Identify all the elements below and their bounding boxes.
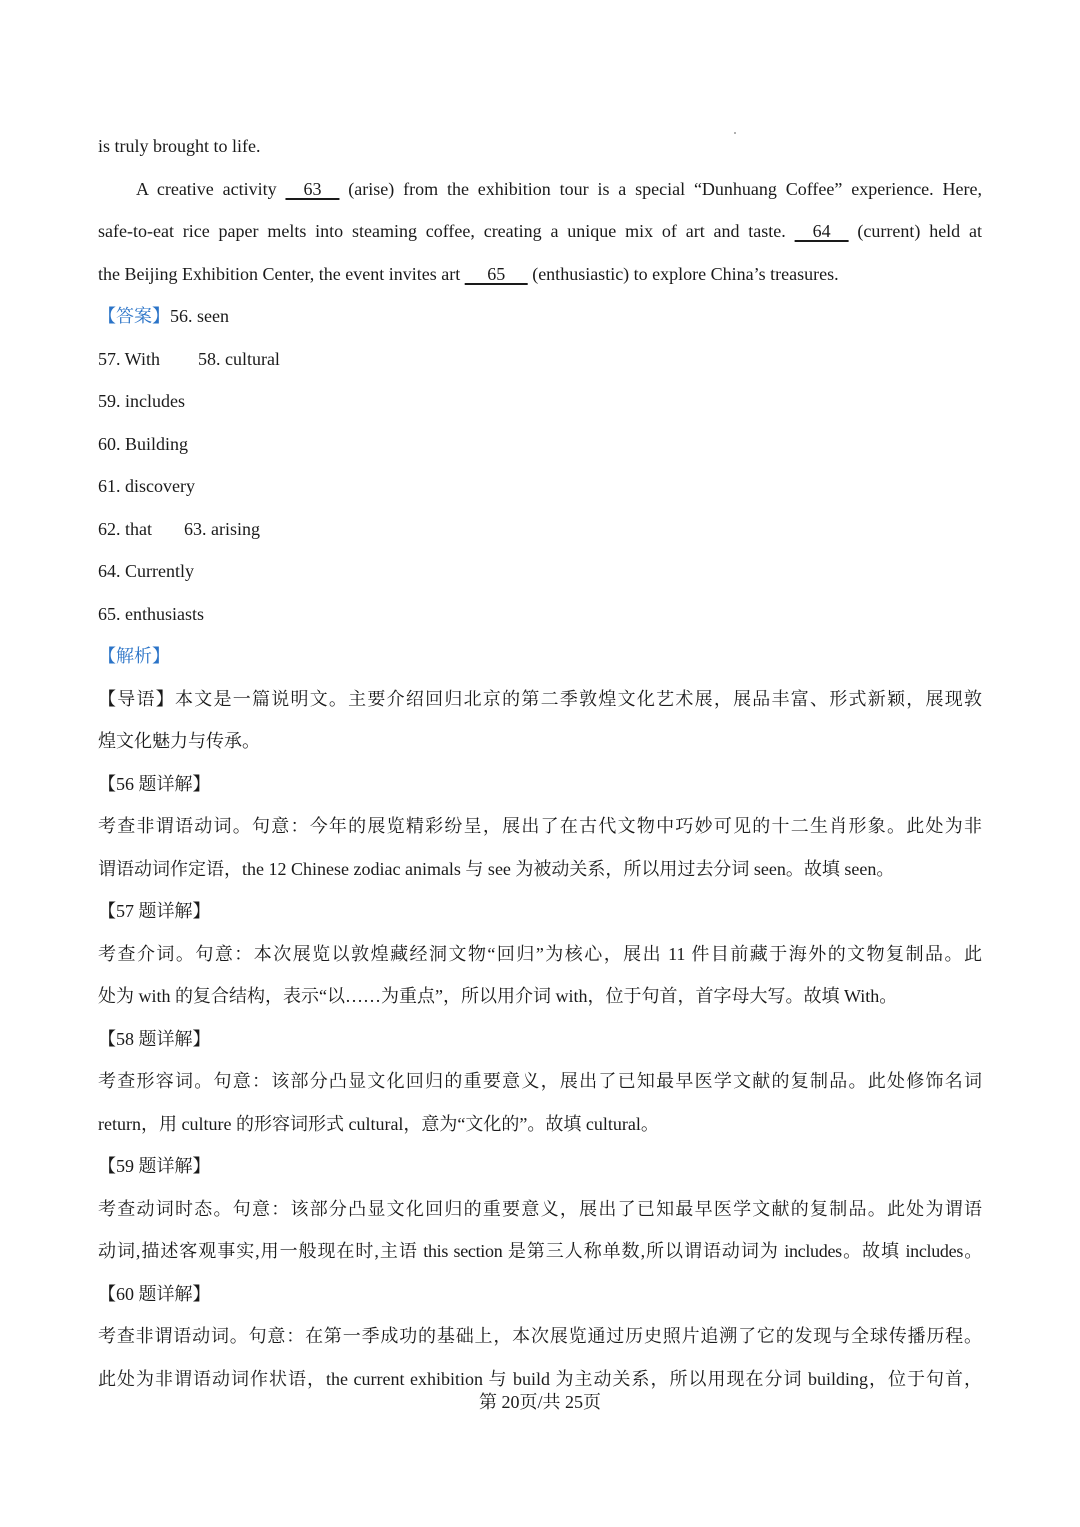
q57-line: 处为 with 的复合结构，表示“以……为重点”，所以用介词 with，位于句首，首字母大写。故填 With。 bbox=[98, 986, 898, 1006]
q59-title: 【59 题详解】 bbox=[98, 1156, 211, 1176]
answer-row bbox=[98, 338, 982, 381]
answer-57: 57. With bbox=[98, 348, 160, 369]
answer-61: 61. discovery bbox=[98, 476, 195, 496]
blank-65: 65 bbox=[464, 263, 528, 284]
answer-58: 58. cultural bbox=[197, 348, 280, 369]
answers-label: 【答案】 bbox=[98, 306, 170, 326]
answers-header bbox=[98, 295, 982, 338]
answer-59: 59. includes bbox=[98, 391, 185, 411]
q58-title: 【58 题详解】 bbox=[98, 1028, 211, 1049]
q58-line: 考查形容词。句意：该部分凸显文化回归的重要意义，展出了已知最早医学文献的复制品。此处修饰名词 bbox=[98, 1071, 982, 1091]
q56-line: 考查非谓语动词。句意：今年的展览精彩纷呈，展出了在古代文物中巧妙可见的十二生肖形象。此处为非 bbox=[98, 816, 982, 836]
answer-63: 63. arising bbox=[184, 518, 260, 539]
answer-60: 60. Building bbox=[98, 433, 189, 454]
q60-line: 考查非谓语动词。句意：在第一季成功的基础上，本次展览通过历史照片追溯了它的发现与全球传播历程。 bbox=[98, 1326, 982, 1346]
intro-line: 煌文化魅力与传承。 bbox=[98, 731, 260, 751]
q59-line: 动词,描述客观事实,用一般现在时,主语 this section 是第三人称单数,所以谓语动词为 includes。故填 includes。 bbox=[98, 1241, 982, 1261]
q57-line: 考查介词。句意：本次展览以敦煌藏经洞文物“回归”为核心，展出 11 件目前藏于海外的文物复制品。此 bbox=[98, 943, 982, 964]
answer-64: 64. Currently bbox=[98, 561, 194, 581]
blank-64: 64 bbox=[794, 221, 849, 241]
q60-title: 【60 题详解】 bbox=[98, 1283, 211, 1304]
passage-line-q63: A creative activity 63 (arise) from the exhibition tour is a special “Dunhuang Coffee” experience. Here, bbox=[98, 168, 982, 211]
q60-line: 此处为非谓语动词作状语，the current exhibition 与 build 为主动关系，所以用现在分词 building，位于句首， bbox=[98, 1368, 982, 1389]
answer-56: 56. seen bbox=[170, 306, 229, 326]
analysis-label: 【解析】 bbox=[98, 646, 170, 666]
intro-line: 【导语】本文是一篇说明文。主要介绍回归北京的第二季敦煌文化艺术展，展品丰富、形式新颖，展现敦 bbox=[98, 688, 982, 709]
q56-line: 谓语动词作定语，the 12 Chinese zodiac animals 与 see 为被动关系，所以用过去分词 seen。故填 seen。 bbox=[98, 858, 895, 879]
answer-row bbox=[98, 508, 982, 551]
document-body bbox=[98, 125, 982, 1400]
page-footer: 第 20页/共 25页 bbox=[478, 1392, 601, 1412]
blank-63: 63 bbox=[285, 178, 340, 199]
passage-line-q64: safe-to-eat rice paper melts into steaming coffee, creating a unique mix of art and taste. 64 (current) held at bbox=[98, 210, 982, 253]
passage-line-q65: the Beijing Exhibition Center, the event invites art 65 (enthusiastic) to explore China’s treasures. bbox=[98, 253, 982, 296]
answer-65: 65. enthusiasts bbox=[98, 603, 204, 624]
q59-line: 考查动词时态。句意：该部分凸显文化回归的重要意义，展出了已知最早医学文献的复制品。此处为谓语 bbox=[98, 1198, 982, 1219]
passage-line: is truly brought to life. bbox=[98, 136, 261, 156]
answer-62: 62. that bbox=[98, 518, 152, 539]
q58-line: return，用 culture 的形容词形式 cultural，意为“文化的”。故填 cultural。 bbox=[98, 1113, 659, 1134]
q56-title: 【56 题详解】 bbox=[98, 773, 211, 794]
q57-title: 【57 题详解】 bbox=[98, 901, 211, 921]
